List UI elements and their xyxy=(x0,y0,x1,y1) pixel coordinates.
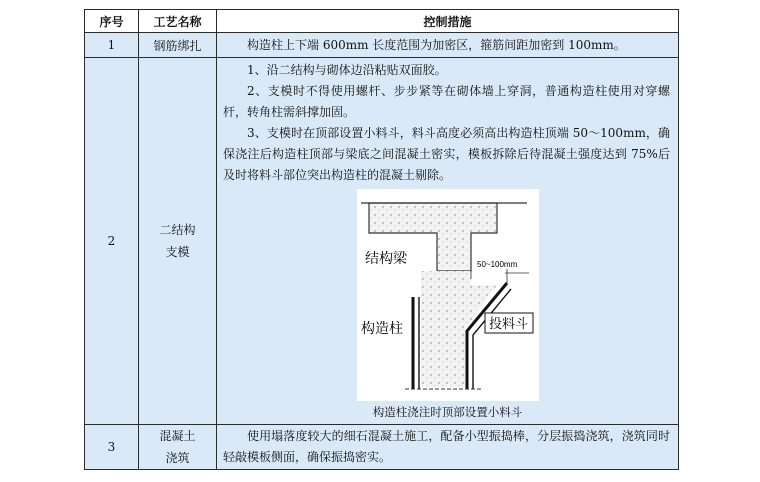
process-name-line: 混凝土 xyxy=(159,429,196,443)
measure-cell xyxy=(217,425,679,470)
measure-text: 3、支模时在顶部设置小料斗，料斗高度必须高出构造柱顶端 50～100mm，确保浇注后构造柱顶部与梁底之间混凝土密实，模板拆除后待混凝土强度达到 75%后及时将料斗部位突出构造柱的混凝土剔除。 xyxy=(223,126,670,182)
measure-text: 构造柱上下端 600mm 长度范围为加密区，箍筋间距加密到 100mm。 xyxy=(247,37,626,52)
dimension-label: 50~100mm xyxy=(476,260,517,269)
process-name xyxy=(139,425,217,470)
measure-text: 使用塌落度较大的细石混凝土施工，配备小型振捣棒，分层振捣浇筑，浇筑同时轻敲模板侧面，确保振捣密实。 xyxy=(223,429,670,464)
beam-label: 结构梁 xyxy=(364,251,407,267)
process-name-line: 浇筑 xyxy=(165,451,190,465)
row-index: 1 xyxy=(85,33,139,58)
construction-control-table xyxy=(84,9,679,470)
row-index: 3 xyxy=(85,425,139,470)
table-header-row xyxy=(85,10,679,33)
table-row xyxy=(85,33,679,58)
process-name-line: 二结构 xyxy=(159,223,196,237)
table-row xyxy=(85,58,679,425)
process-name xyxy=(139,58,217,425)
column-label: 构造柱 xyxy=(360,321,403,337)
measure-cell xyxy=(217,58,679,425)
measure-cell xyxy=(217,33,679,58)
measure-text: 1、沿二结构与砌体边沿粘贴双面胶。 xyxy=(247,63,447,77)
header-control-measures: 控制措施 xyxy=(217,10,679,33)
process-name-line: 支模 xyxy=(165,245,190,259)
hopper-label: 投料斗 xyxy=(488,317,528,332)
measure-text: 2、支模时不得使用螺杆、步步紧等在砌体墙上穿洞，普通构造柱使用对穿螺杆，转角柱需斜撑加固。 xyxy=(223,84,670,119)
process-name: 钢筋绑扎 xyxy=(139,33,217,58)
header-process-name: 工艺名称 xyxy=(139,10,217,33)
column-hopper-diagram xyxy=(357,189,539,401)
table-row xyxy=(85,425,679,470)
header-index: 序号 xyxy=(85,10,139,33)
row-index: 2 xyxy=(85,58,139,425)
figure-caption: 构造柱浇注时顶部设置小料斗 xyxy=(372,405,523,419)
